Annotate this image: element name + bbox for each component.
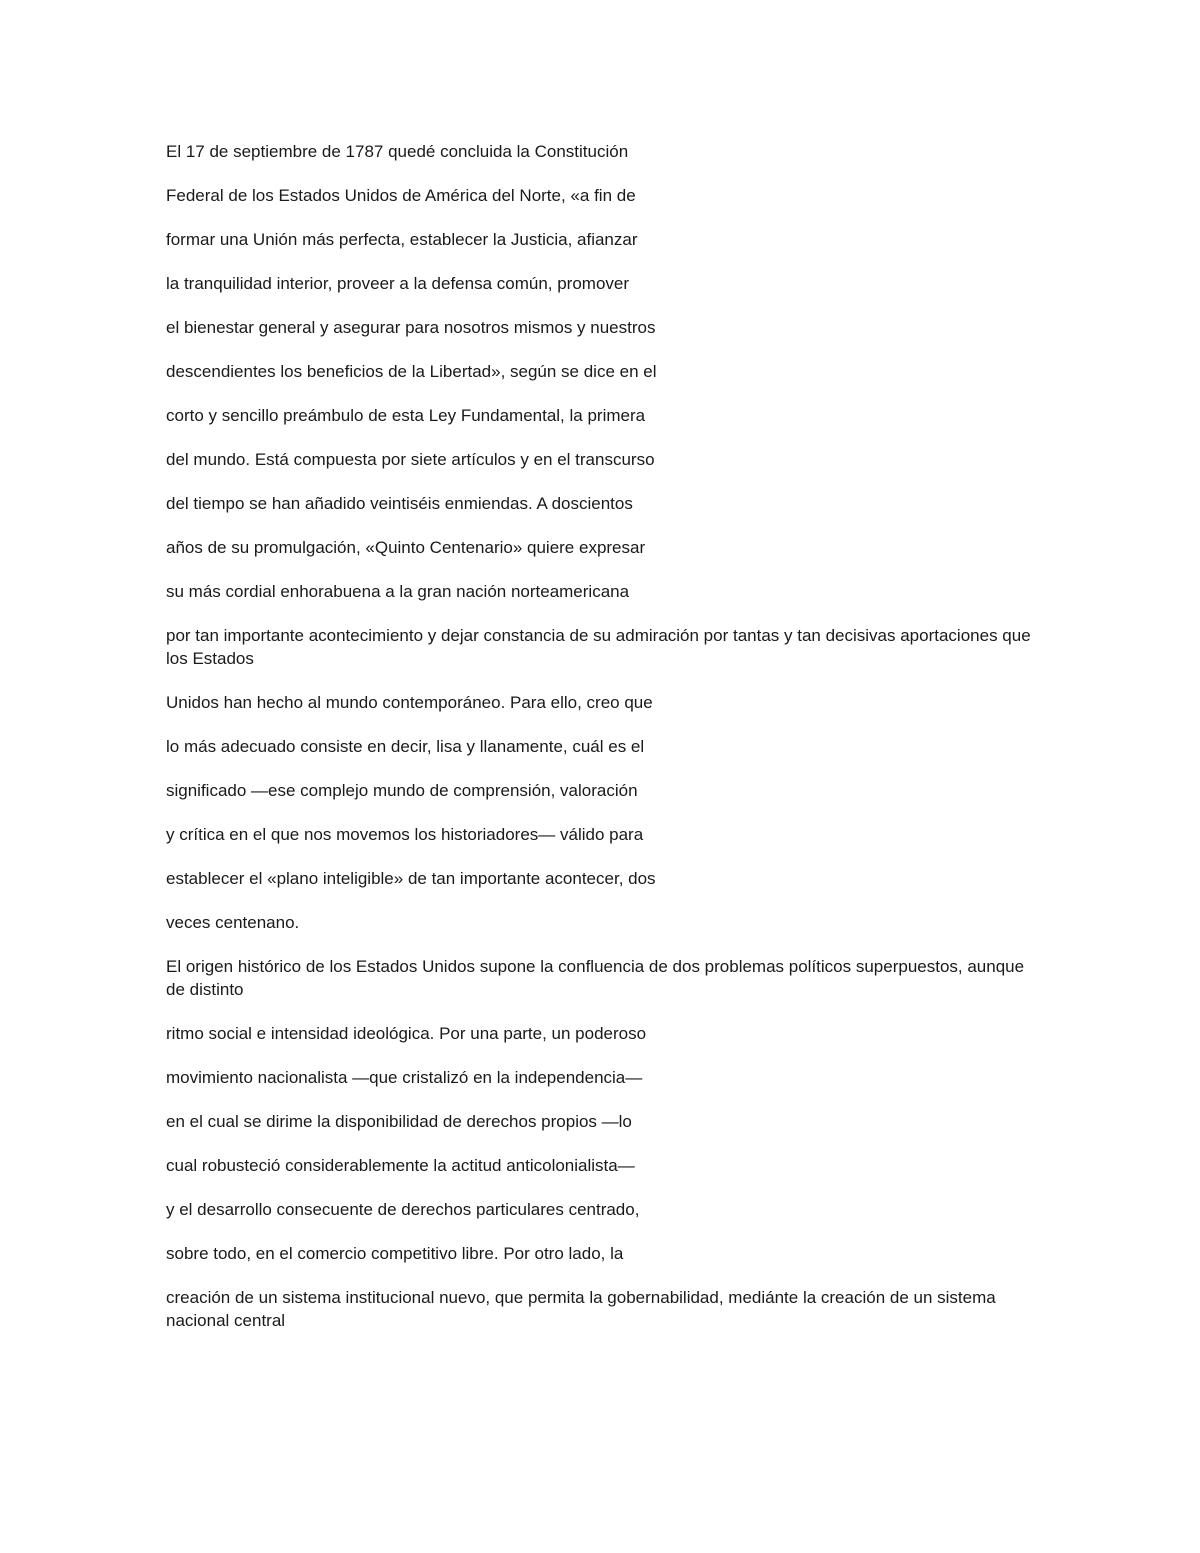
paragraph: Federal de los Estados Unidos de América del Norte, «a fin de	[166, 186, 636, 205]
document-body	[166, 140, 1046, 1353]
paragraph: y crítica en el que nos movemos los historiadores— válido para	[166, 825, 644, 844]
paragraph: en el cual se dirime la disponibilidad de derechos propios —lo	[166, 1112, 632, 1131]
paragraph: formar una Unión más perfecta, establecer la Justicia, afianzar	[166, 230, 638, 249]
paragraph: su más cordial enhorabuena a la gran nación norteamericana	[166, 582, 630, 601]
paragraph: del mundo. Está compuesta por siete artículos y en el transcurso	[166, 450, 655, 469]
paragraph: lo más adecuado consiste en decir, lisa y llanamente, cuál es el	[166, 737, 645, 756]
paragraph: Unidos han hecho al mundo contemporáneo. Para ello, creo que	[166, 693, 653, 712]
paragraph: movimiento nacionalista —que cristalizó en la independencia—	[166, 1068, 643, 1087]
paragraph: cual robusteció considerablemente la actitud anticolonialista—	[166, 1156, 635, 1175]
paragraph: corto y sencillo preámbulo de esta Ley Fundamental, la primera	[166, 406, 646, 425]
paragraph: El origen histórico de los Estados Unidos supone la confluencia de dos problemas políticos superpuestos, aunque de distinto	[166, 957, 1025, 999]
paragraph: y el desarrollo consecuente de derechos particulares centrado,	[166, 1200, 640, 1219]
paragraph: por tan importante acontecimiento y dejar constancia de su admiración por tantas y tan decisivas aportaciones que los Estados	[166, 626, 1031, 668]
paragraph: años de su promulgación, «Quinto Centenario» quiere expresar	[166, 538, 646, 557]
paragraph: establecer el «plano inteligible» de tan importante acontecer, dos	[166, 869, 656, 888]
paragraph: la tranquilidad interior, proveer a la defensa común, promover	[166, 274, 630, 293]
paragraph: sobre todo, en el comercio competitivo libre. Por otro lado, la	[166, 1244, 624, 1263]
paragraph: ritmo social e intensidad ideológica. Por una parte, un poderoso	[166, 1024, 647, 1043]
paragraph: veces centenano.	[166, 913, 300, 932]
paragraph: El 17 de septiembre de 1787 quedé concluida la Constitución	[166, 142, 629, 161]
paragraph: el bienestar general y asegurar para nosotros mismos y nuestros	[166, 318, 656, 337]
paragraph: del tiempo se han añadido veintiséis enmiendas. A doscientos	[166, 494, 633, 513]
paragraph: descendientes los beneficios de la Libertad», según se dice en el	[166, 362, 657, 381]
paragraph: creación de un sistema institucional nuevo, que permita la gobernabilidad, mediánte la creación de un sistema nacional central	[166, 1288, 996, 1330]
paragraph: significado —ese complejo mundo de comprensión, valoración	[166, 781, 638, 800]
